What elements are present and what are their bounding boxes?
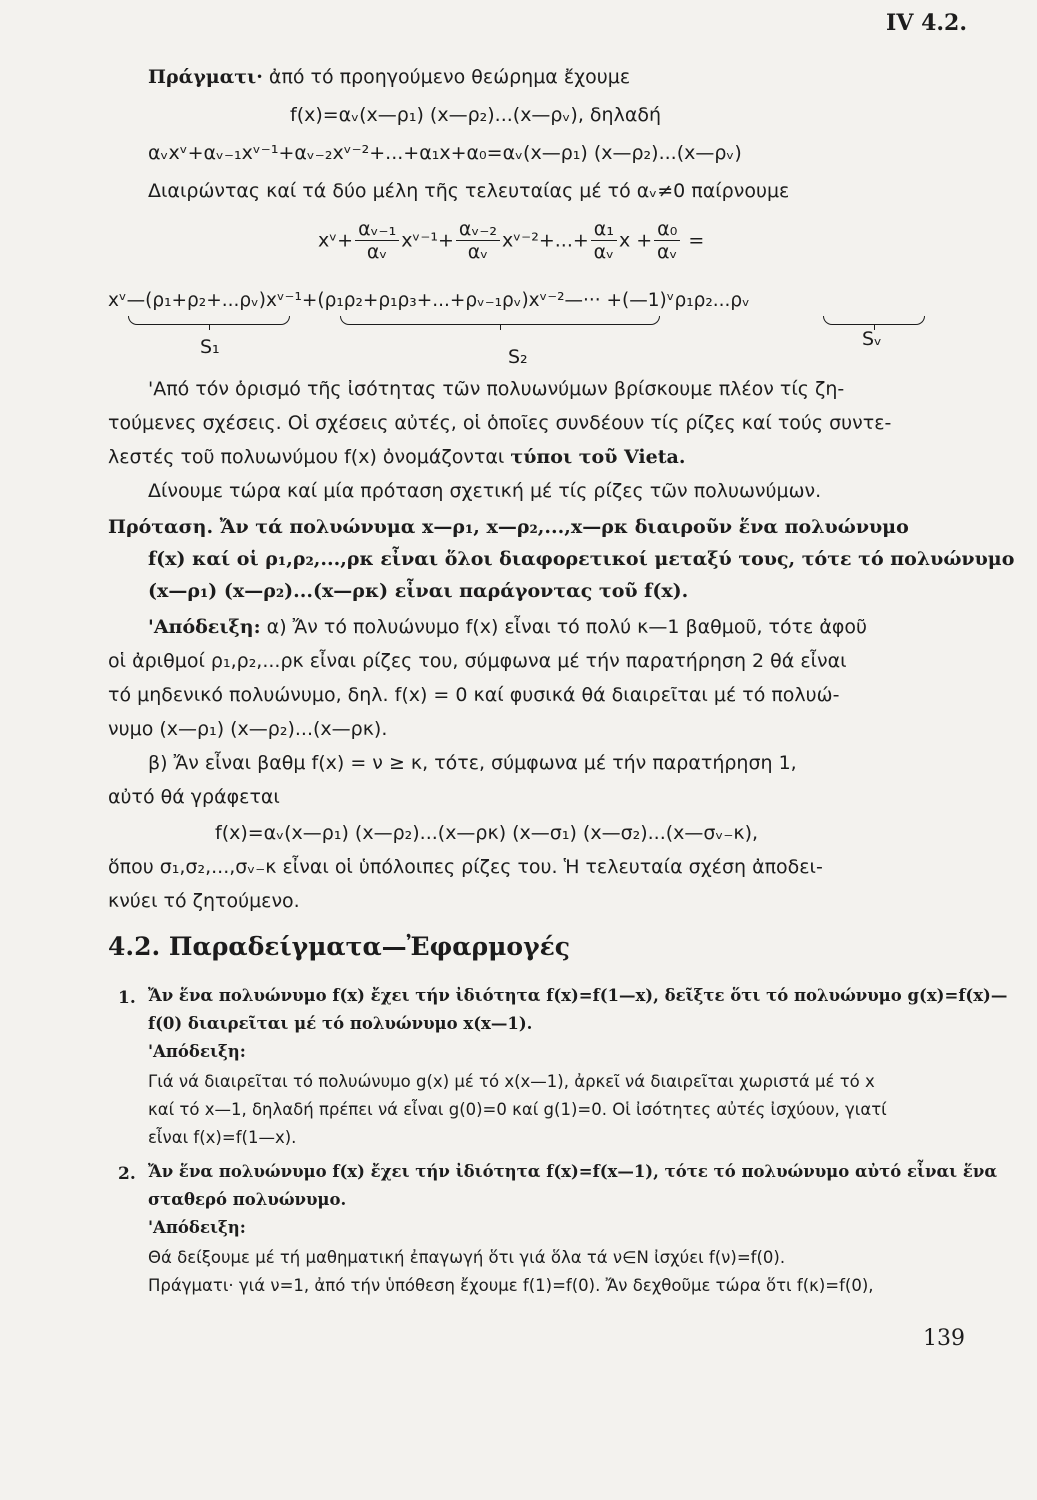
ex1-proof-line-2: καί τό x—1, δηλαδή πρέπει νά εἶναι g(0)=0 καί g(1)=0. Οἱ ἰσότητες αὐτές ἰσχύουν, γιατί [148, 1100, 887, 1119]
label-s2: S₂ [508, 346, 528, 368]
ex2-statement-1: Ἄν ἕνα πολυώνυμο f(x) ἔχει τήν ἰδιότητα f(x)=f(x—1), τότε τό πολυώνυμο αὐτό εἶναι ἕνα [148, 1162, 998, 1181]
proof-a-line-3: τό μηδενικό πολυώνυμο, δηλ. f(x) = 0 καί φυσικά θά διαιρεῖται μέ τό πολυώ- [108, 684, 840, 706]
label-s1: S₁ [200, 336, 220, 358]
frac-term-1: xᵛ⁻¹+ [401, 229, 454, 252]
frac-term-3: x + [618, 229, 653, 252]
brace-s2 [340, 316, 660, 325]
proof-label: 'Απόδειξη: [148, 616, 261, 638]
body-line-3a: λεστές τοῦ πολυωνύμου f(x) ὀνομάζονται [108, 446, 511, 468]
intro-lead: Πράγματι· [148, 66, 263, 88]
body-line-4: Δίνουμε τώρα καί μία πρόταση σχετική μέ τίς ρίζες τῶν πολυωνύμων. [148, 480, 822, 502]
chapter-reference: IV 4.2. [886, 10, 967, 36]
proof-b-line-4: κνύει τό ζητούμενο. [108, 890, 300, 912]
equation-expansion: αᵥxᵛ+αᵥ₋₁xᵛ⁻¹+αᵥ₋₂xᵛ⁻²+...+α₁x+α₀=αᵥ(x—ρ₁) (x—ρ₂)...(x—ρᵥ) [148, 142, 742, 164]
ex2-statement-2: σταθερό πολυώνυμο. [148, 1190, 347, 1209]
page-number: 139 [923, 1326, 965, 1351]
body-line-3 [108, 448, 685, 467]
fraction-2 [456, 220, 500, 262]
fraction-3 [591, 220, 617, 262]
intro-text: ἀπό τό προηγούμενο θεώρημα ἔχουμε [262, 66, 631, 88]
frac-term-4: = [682, 229, 705, 252]
proposition-line-3: (x—ρ₁) (x—ρ₂)...(x—ρκ) εἶναι παράγοντας τοῦ f(x). [148, 580, 689, 602]
brace-s1 [128, 316, 290, 325]
vieta-term: τύποι τοῦ Vieta. [510, 446, 686, 468]
frac-lead: xᵛ+ [318, 229, 354, 252]
ex1-proof-line-1: Γιά νά διαιρεῖται τό πολυώνυμο g(x) μέ τό x(x—1), ἀρκεῖ νά διαιρεῖται χωριστά μέ τό x [148, 1072, 875, 1091]
vieta-sum-line: xᵛ—(ρ₁+ρ₂+...ρᵥ)xᵛ⁻¹+(ρ₁ρ₂+ρ₁ρ₃+...+ρᵥ₋₁ρᵥ)xᵛ⁻²—··· +(—1)ᵛρ₁ρ₂...ρᵥ [108, 290, 750, 311]
proof-b-line-1: β) Ἄν εἶναι βαθμ f(x) = ν ≥ κ, τότε, σύμφωνα μέ τήν παρατήρηση 1, [148, 752, 797, 774]
fraction-4-den: αᵥ [657, 241, 678, 263]
ex1-statement-2: f(0) διαιρεῖται μέ τό πολυώνυμο x(x—1). [148, 1014, 533, 1033]
fraction-2-num: αᵥ₋₂ [456, 220, 500, 241]
section-title: 4.2. Παραδείγματα—Ἐφαρμογές [108, 932, 570, 961]
ex1-proof-label: 'Απόδειξη: [148, 1042, 246, 1061]
fraction-3-den: αᵥ [593, 241, 615, 263]
proof-b-line-2: αὐτό θά γράφεται [108, 786, 280, 808]
proposition-line-1: Πρόταση. Ἄν τά πολυώνυμα x—ρ₁, x—ρ₂,...,x—ρκ διαιροῦν ἕνα πολυώνυμο [108, 516, 909, 538]
ex2-proof-label: 'Απόδειξη: [148, 1218, 246, 1237]
proof-b-equation: f(x)=αᵥ(x—ρ₁) (x—ρ₂)...(x—ρκ) (x—σ₁) (x—σ₂)...(x—σᵥ₋κ), [215, 822, 759, 844]
ex2-proof-line-1: Θά δείξουμε μέ τή μαθηματική ἐπαγωγή ὅτι γιά ὅλα τά ν∈N ἰσχύει f(ν)=f(0). [148, 1248, 786, 1267]
fraction-3-num: α₁ [591, 220, 617, 241]
proof-a-line-4: νυμο (x—ρ₁) (x—ρ₂)...(x—ρκ). [108, 718, 388, 740]
proposition-line-2: f(x) καί οἱ ρ₁,ρ₂,...,ρκ εἶναι ὅλοι διαφορετικοί μεταξύ τους, τότε τό πολυώνυμο [148, 548, 1015, 570]
label-sv: Sᵥ [862, 328, 882, 350]
ex2-number: 2. [118, 1164, 136, 1184]
frac-term-2: xᵛ⁻²+...+ [502, 229, 589, 252]
ex1-number: 1. [118, 988, 136, 1008]
body-line-2: τούμενες σχέσεις. Οἱ σχέσεις αὐτές, οἱ ὁποῖες συνδέουν τίς ρίζες καί τούς συντε- [108, 412, 892, 434]
proof-a-line-1 [148, 618, 867, 637]
divide-sentence: Διαιρώντας καί τά δύο μέλη τῆς τελευταίας μέ τό αᵥ≠0 παίρνουμε [148, 180, 790, 202]
proof-a-text-1: α) Ἄν τό πολυώνυμο f(x) εἶναι τό πολύ κ—1 βαθμοῦ, τότε ἀφοῦ [260, 616, 868, 638]
brace-sv [823, 316, 925, 325]
fraction-1-den: αᵥ [366, 241, 388, 263]
fraction-2-den: αᵥ [467, 241, 489, 263]
fraction-4-num: α₀ [654, 220, 680, 241]
ex2-proof-line-2: Πράγματι· γιά ν=1, ἀπό τήν ὑπόθεση ἔχουμε f(1)=f(0). Ἄν δεχθοῦμε τώρα ὅτι f(κ)=f(0), [148, 1276, 874, 1295]
proof-b-line-3: ὅπου σ₁,σ₂,...,σᵥ₋κ εἶναι οἱ ὑπόλοιπες ρίζες του. Ἡ τελευταία σχέση ἀποδει- [108, 856, 823, 878]
body-line-1: 'Από τόν ὁρισμό τῆς ἰσότητας τῶν πολυωνύμων βρίσκουμε πλέον τίς ζη- [148, 378, 845, 400]
fraction-equation [318, 220, 704, 262]
equation-fx: f(x)=αᵥ(x—ρ₁) (x—ρ₂)...(x—ρᵥ), δηλαδή [290, 104, 662, 126]
fraction-1 [355, 220, 399, 262]
proof-a-line-2: οἱ ἀριθμοί ρ₁,ρ₂,...ρκ εἶναι ρίζες του, σύμφωνα μέ τήν παρατήρηση 2 θά εἶναι [108, 650, 847, 672]
fraction-4 [654, 220, 680, 262]
fraction-1-num: αᵥ₋₁ [355, 220, 399, 241]
ex1-proof-line-3: εἶναι f(x)=f(1—x). [148, 1128, 297, 1147]
intro-line [148, 68, 630, 87]
ex1-statement-1: Ἄν ἕνα πολυώνυμο f(x) ἔχει τήν ἰδιότητα f(x)=f(1—x), δεῖξτε ὅτι τό πολυώνυμο g(x)=f(x)— [148, 986, 1008, 1005]
